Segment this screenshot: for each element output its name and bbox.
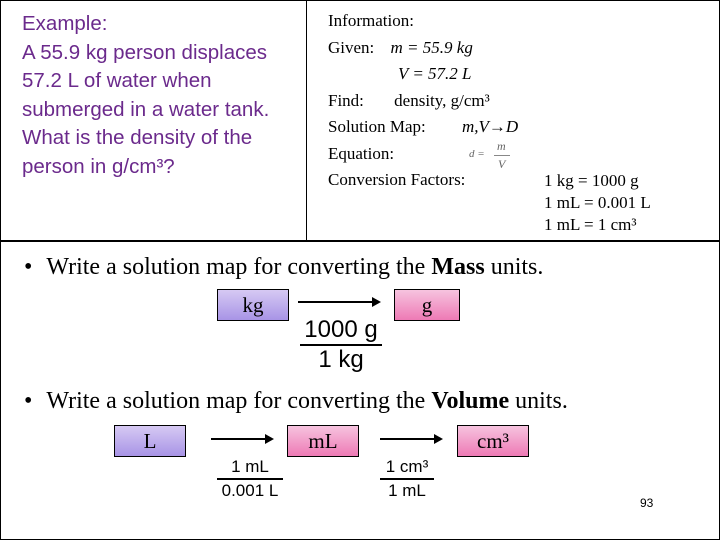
divider-vertical xyxy=(306,0,307,240)
bullet-icon: • xyxy=(24,388,33,414)
conversion-label: Conversion Factors: xyxy=(328,170,466,189)
conversion-factors xyxy=(544,170,651,236)
information-panel xyxy=(328,8,518,194)
info-heading: Information: xyxy=(328,11,414,30)
divider-horizontal xyxy=(0,240,720,242)
fraction-numerator: 1 mL xyxy=(231,457,269,476)
given-volume-row xyxy=(328,61,518,88)
equation-row xyxy=(328,141,518,168)
fraction-denominator: 0.001 L xyxy=(221,481,279,500)
mass-arrow-icon xyxy=(298,296,382,308)
volume-prompt xyxy=(24,388,568,415)
example-line: submerged in a water tank. xyxy=(22,97,270,121)
given-row xyxy=(328,35,518,62)
given-volume: V = 57.2 L xyxy=(398,64,472,83)
unit-box-g: g xyxy=(394,289,460,321)
fraction-denominator: 1 mL xyxy=(388,481,426,500)
page-number: 93 xyxy=(640,496,654,510)
volume-prompt-text: Write a solution map for converting the xyxy=(46,388,432,414)
solution-map-row xyxy=(328,114,518,141)
unit-box-mL: mL xyxy=(287,425,359,457)
solution-map-value: m,V→D xyxy=(462,117,519,136)
given-label: Given: xyxy=(328,37,375,57)
solution-map-label: Solution Map: xyxy=(328,117,426,136)
fraction-numerator: 1000 g xyxy=(304,316,378,343)
volume-prompt-end: units. xyxy=(509,388,568,414)
example-line: person in g/cm³? xyxy=(22,154,175,178)
mass-prompt-end: units. xyxy=(484,254,544,280)
example-line: A 55.9 kg person displaces xyxy=(22,40,268,64)
given-mass: m = 55.9 kg xyxy=(390,37,473,57)
equation-denominator: V xyxy=(498,157,506,171)
unit-box-cm3: cm³ xyxy=(457,425,529,457)
fraction-numerator: 1 cm³ xyxy=(385,457,429,476)
volume-prompt-bold: Volume xyxy=(431,388,510,414)
find-label: Find: xyxy=(328,90,364,110)
mass-prompt xyxy=(24,254,543,281)
mass-conversion-fraction xyxy=(300,316,382,374)
fraction-denominator: 1 kg xyxy=(318,346,364,373)
example-line: Example: xyxy=(22,12,108,35)
example-line: 57.2 L of water when xyxy=(22,69,212,92)
unit-box-L: L xyxy=(114,425,186,457)
equation-label: Equation: xyxy=(328,143,395,163)
unit-box-kg: kg xyxy=(217,289,289,321)
volume-arrow-1-icon xyxy=(211,433,275,445)
find-row xyxy=(328,88,518,115)
volume-conversion-fraction-2 xyxy=(380,456,434,502)
equation-numerator: m xyxy=(497,139,506,153)
example-text xyxy=(22,10,302,181)
conversion-factor: 1 mL = 1 cm³ xyxy=(544,215,637,234)
volume-arrow-2-icon xyxy=(380,433,444,445)
conversion-factor: 1 mL = 0.001 L xyxy=(544,193,651,212)
mass-prompt-bold: Mass xyxy=(431,254,485,280)
equation-fraction-bar xyxy=(494,155,510,156)
mass-prompt-text: Write a solution map for converting the xyxy=(46,254,432,280)
volume-conversion-fraction-1 xyxy=(217,456,283,502)
bullet-icon: • xyxy=(24,254,33,280)
example-line: What is the density of the xyxy=(22,126,253,149)
equation-lhs: d = xyxy=(469,148,485,160)
find-value: density, g/cm³ xyxy=(394,90,490,110)
conversion-factor: 1 kg = 1000 g xyxy=(544,171,639,190)
